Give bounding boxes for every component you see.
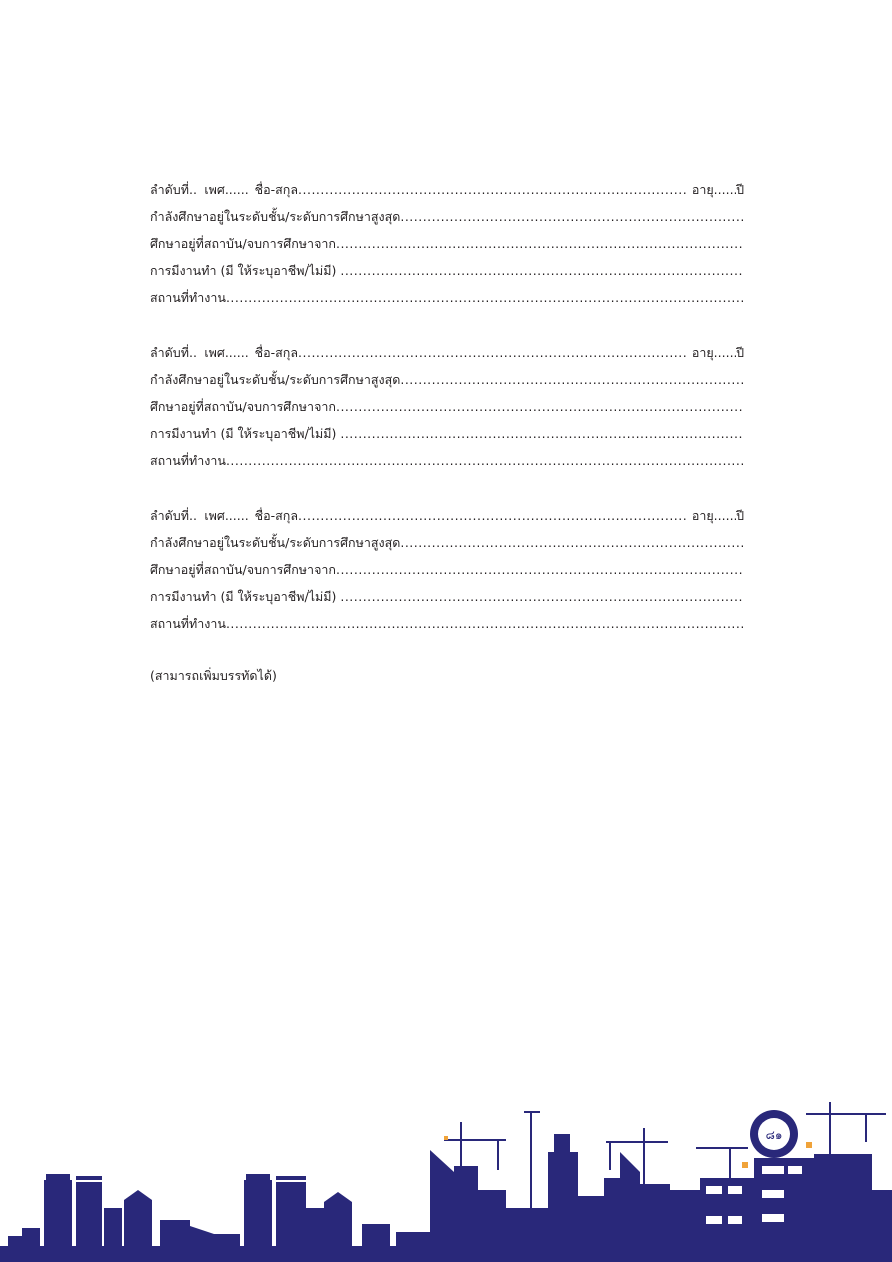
workplace-label: สถานที่ทำงาน	[150, 616, 226, 631]
entry-header-line	[150, 339, 744, 366]
institution-line	[150, 230, 744, 257]
employment-field[interactable]	[340, 257, 744, 284]
gender-label: เพศ	[204, 508, 225, 523]
order-label: ลำดับที่	[150, 182, 189, 197]
year-unit: ปี	[736, 345, 744, 360]
name-field[interactable]	[298, 176, 686, 203]
year-unit: ปี	[736, 508, 744, 523]
age-label: อายุ	[691, 508, 714, 523]
name-field[interactable]	[298, 502, 686, 529]
study-level-line	[150, 366, 744, 393]
employment-label: การมีงานทำ (มี ให้ระบุอาชีพ/ไม่มี)	[150, 263, 337, 278]
study-level-line	[150, 203, 744, 230]
institution-field[interactable]	[336, 230, 744, 257]
gear-emblem-icon	[750, 1110, 798, 1158]
institution-label: ศึกษาอยู่ที่สถาบัน/จบการศึกษาจาก	[150, 399, 336, 414]
entry-3	[150, 502, 744, 637]
name-field[interactable]	[298, 339, 686, 366]
order-field[interactable]	[189, 502, 198, 529]
name-label: ชื่อ-สกุล	[254, 345, 299, 360]
name-label: ชื่อ-สกุล	[254, 182, 299, 197]
workplace-label: สถานที่ทำงาน	[150, 453, 226, 468]
institution-field[interactable]	[336, 556, 744, 583]
study-level-label: กำลังศึกษาอยู่ในระดับชั้น/ระดับการศึกษาสูงสุด	[150, 209, 401, 224]
emblem-numeral: ๘๑	[765, 1128, 783, 1142]
gender-field[interactable]	[225, 339, 249, 366]
entry-header-line	[150, 176, 744, 203]
workplace-field[interactable]	[226, 284, 744, 311]
age-label: อายุ	[691, 345, 714, 360]
study-level-field[interactable]	[400, 366, 744, 393]
employment-line	[150, 420, 744, 447]
skyline-buildings	[0, 1134, 892, 1262]
study-level-label: กำลังศึกษาอยู่ในระดับชั้น/ระดับการศึกษาสูงสุด	[150, 535, 401, 550]
city-skyline-illustration	[0, 1062, 892, 1262]
order-label: ลำดับที่	[150, 345, 189, 360]
gender-field[interactable]	[225, 502, 249, 529]
workplace-line	[150, 610, 744, 637]
age-field[interactable]	[714, 176, 736, 203]
workplace-line	[150, 284, 744, 311]
institution-field[interactable]	[336, 393, 744, 420]
study-level-label: กำลังศึกษาอยู่ในระดับชั้น/ระดับการศึกษาสูงสุด	[150, 372, 401, 387]
gender-field[interactable]	[225, 176, 249, 203]
study-level-line	[150, 529, 744, 556]
year-unit: ปี	[736, 182, 744, 197]
age-field[interactable]	[714, 502, 736, 529]
workplace-field[interactable]	[226, 610, 744, 637]
add-lines-note: (สามารถเพิ่มบรรทัดได้)	[150, 668, 277, 683]
employment-field[interactable]	[340, 420, 744, 447]
gender-label: เพศ	[204, 182, 225, 197]
entry-1	[150, 176, 744, 311]
employment-label: การมีงานทำ (มี ให้ระบุอาชีพ/ไม่มี)	[150, 426, 337, 441]
institution-line	[150, 556, 744, 583]
workplace-line	[150, 447, 744, 474]
institution-label: ศึกษาอยู่ที่สถาบัน/จบการศึกษาจาก	[150, 562, 336, 577]
order-label: ลำดับที่	[150, 508, 189, 523]
order-field[interactable]	[189, 176, 198, 203]
entry-2	[150, 339, 744, 474]
workplace-field[interactable]	[226, 447, 744, 474]
age-field[interactable]	[714, 339, 736, 366]
institution-line	[150, 393, 744, 420]
order-field[interactable]	[189, 339, 198, 366]
employment-line	[150, 583, 744, 610]
entry-header-line	[150, 502, 744, 529]
study-level-field[interactable]	[400, 203, 744, 230]
employment-line	[150, 257, 744, 284]
name-label: ชื่อ-สกุล	[254, 508, 299, 523]
institution-label: ศึกษาอยู่ที่สถาบัน/จบการศึกษาจาก	[150, 236, 336, 251]
employment-field[interactable]	[340, 583, 744, 610]
gender-label: เพศ	[204, 345, 225, 360]
workplace-label: สถานที่ทำงาน	[150, 290, 226, 305]
study-level-field[interactable]	[400, 529, 744, 556]
employment-label: การมีงานทำ (มี ให้ระบุอาชีพ/ไม่มี)	[150, 589, 337, 604]
age-label: อายุ	[691, 182, 714, 197]
